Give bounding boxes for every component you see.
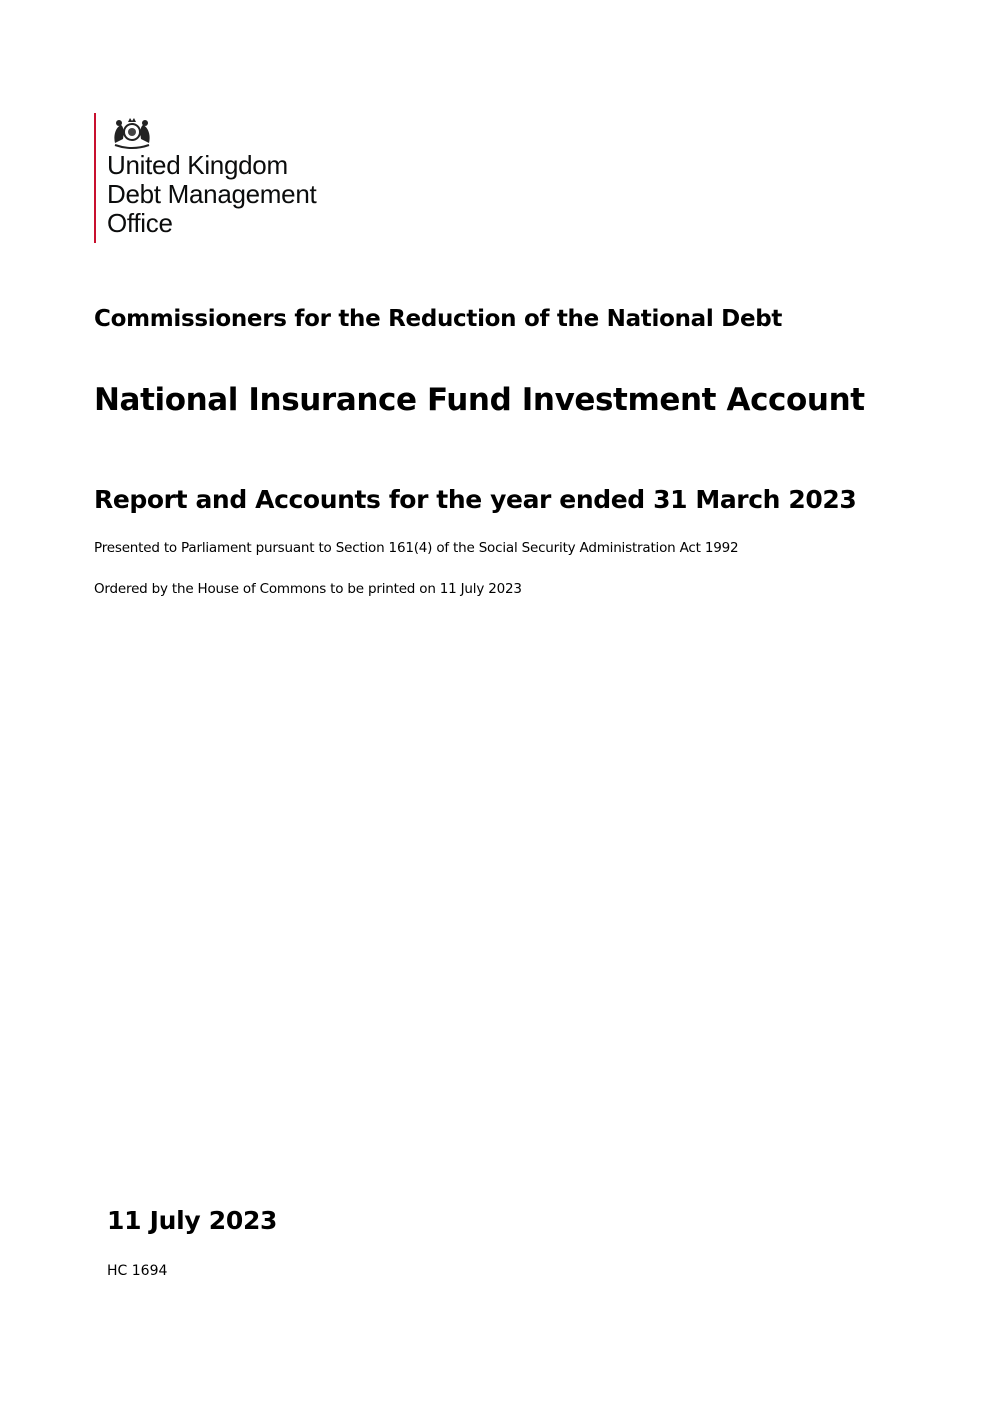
logo-line-1: United Kingdom — [107, 150, 288, 180]
logo-line-3: Office — [107, 208, 173, 238]
logo-line-2: Debt Management — [107, 179, 317, 209]
hc-number: HC 1694 — [107, 1263, 168, 1279]
issuing-body: Commissioners for the Reduction of the National Debt — [94, 306, 783, 332]
document-subtitle: Report and Accounts for the year ended 31 March 2023 — [94, 485, 857, 514]
document-title: National Insurance Fund Investment Account — [94, 382, 865, 418]
ordered-statement: Ordered by the House of Commons to be printed on 11 July 2023 — [94, 581, 522, 597]
publication-date: 11 July 2023 — [107, 1206, 278, 1235]
royal-coat-of-arms-icon — [107, 113, 157, 151]
dmo-logo — [94, 113, 316, 243]
presented-statement: Presented to Parliament pursuant to Section 161(4) of the Social Security Administration Act 1992 — [94, 540, 739, 556]
